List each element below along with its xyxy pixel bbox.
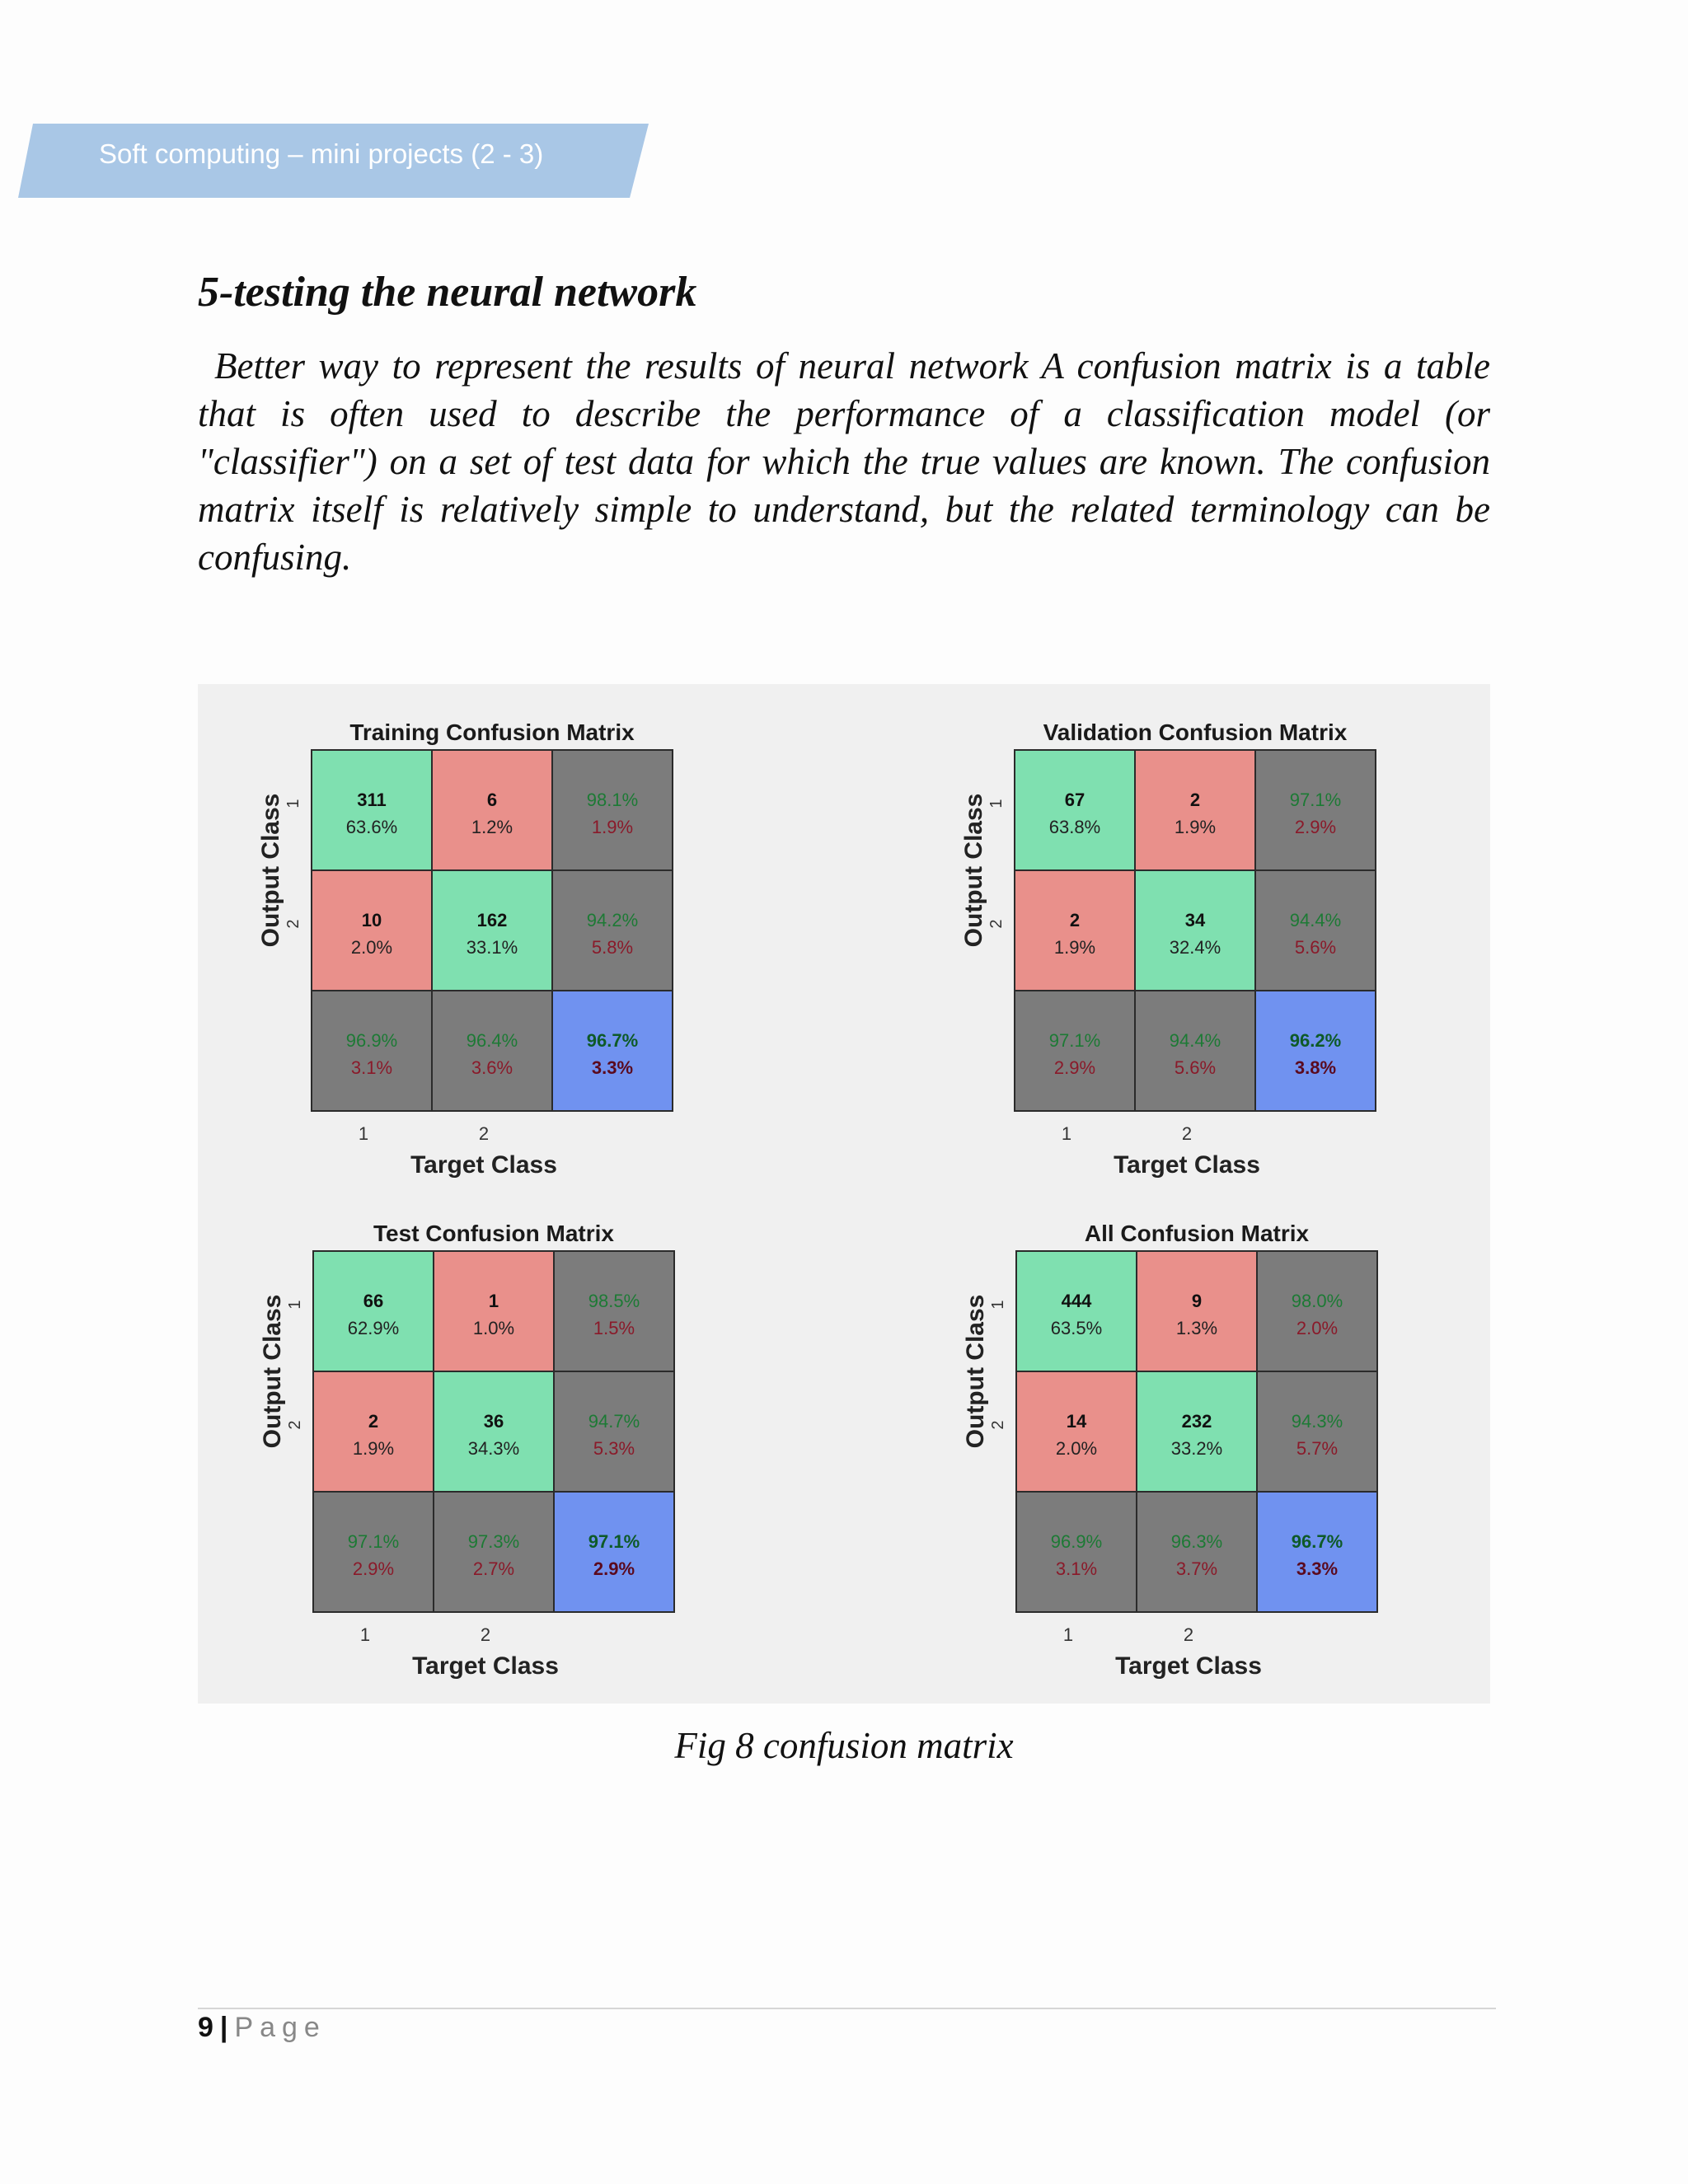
correct-cell: [1137, 1371, 1257, 1492]
cell-percent: 33.1%: [466, 937, 518, 958]
cell-percent: 32.4%: [1169, 937, 1221, 958]
cell-percent: 1.9%: [1174, 817, 1217, 837]
cell-value: 97.1%: [347, 1531, 400, 1552]
error-cell: [1015, 870, 1135, 991]
page-label: Page: [234, 2012, 326, 2043]
x-tick-label: 2: [480, 1624, 491, 1645]
cell-value: 96.9%: [1050, 1531, 1103, 1552]
x-axis-title: Target Class: [1115, 1652, 1262, 1680]
body-paragraph: Better way to represent the results of neural network A confusion matrix is a table that is often used to describe the performance of a classification model (or "classifier") on a set of test data for which the true values are known. The confusion matrix itself is relatively simple to understand, but the related terminology can be confusing.: [198, 345, 1490, 578]
cell-value: 2: [368, 1411, 379, 1432]
cell-value: 97.3%: [467, 1531, 520, 1552]
cell-value: 98.5%: [588, 1291, 640, 1311]
overall-cell: [552, 991, 673, 1111]
matrix-title: Training Confusion Matrix: [349, 719, 635, 745]
cell-percent: 2.7%: [472, 1558, 515, 1579]
cell-percent: 62.9%: [347, 1318, 400, 1338]
cell-value: 311: [357, 790, 387, 810]
error-cell: [312, 870, 432, 991]
cell-percent: 2.0%: [1296, 1318, 1339, 1338]
summary-cell: [554, 1371, 674, 1492]
cell-percent: 3.3%: [1296, 1558, 1339, 1579]
correct-cell: [312, 750, 432, 870]
cell-percent: 2.9%: [1294, 817, 1337, 837]
cell-percent: 5.6%: [1174, 1057, 1217, 1078]
overall-cell: [1255, 991, 1376, 1111]
cell-value: 94.7%: [588, 1411, 640, 1432]
summary-cell: [1257, 1251, 1377, 1371]
cell-percent: 1.9%: [1053, 937, 1096, 958]
cell-value: 9: [1191, 1291, 1203, 1311]
y-axis-title: Output Class: [257, 793, 284, 948]
cell-value: 96.4%: [466, 1030, 518, 1051]
cell-percent: 3.8%: [1294, 1057, 1337, 1078]
x-tick-label: 2: [1183, 1624, 1194, 1645]
correct-cell: [1016, 1251, 1137, 1371]
footer-divider: [198, 2008, 1496, 2009]
summary-cell: [1257, 1371, 1377, 1492]
y-axis-title: Output Class: [962, 1294, 989, 1449]
correct-cell: [1015, 750, 1135, 870]
cell-percent: 63.5%: [1050, 1318, 1103, 1338]
y-tick-label: 1: [284, 799, 302, 808]
cell-percent: 33.2%: [1170, 1438, 1223, 1459]
cell-value: 94.4%: [1289, 910, 1342, 930]
cell-percent: 2.0%: [350, 937, 393, 958]
cell-value: 444: [1061, 1291, 1092, 1311]
cell-percent: 1.9%: [352, 1438, 395, 1459]
x-axis-title: Target Class: [412, 1652, 559, 1680]
section-title: 5-testing the neural network: [198, 269, 697, 316]
cell-percent: 63.8%: [1048, 817, 1101, 837]
error-cell: [313, 1371, 434, 1492]
summary-cell: [1255, 870, 1376, 991]
cell-value: 67: [1064, 790, 1085, 810]
correct-cell: [432, 870, 552, 991]
cell-value: 2: [1069, 910, 1081, 930]
cell-value: 34: [1184, 910, 1206, 930]
cell-value: 98.0%: [1291, 1291, 1343, 1311]
summary-cell: [432, 991, 552, 1111]
cell-value: 232: [1181, 1411, 1212, 1432]
correct-cell: [434, 1371, 554, 1492]
summary-cell: [313, 1492, 434, 1612]
cell-value: 66: [363, 1291, 384, 1311]
cell-value: 14: [1066, 1411, 1087, 1432]
error-cell: [1137, 1251, 1257, 1371]
y-tick-label: 2: [286, 1420, 304, 1430]
cell-value: 94.2%: [586, 910, 639, 930]
error-cell: [432, 750, 552, 870]
summary-cell: [1255, 750, 1376, 870]
summary-cell: [554, 1251, 674, 1371]
y-axis-title: Output Class: [259, 1294, 286, 1449]
cell-value: 36: [483, 1411, 504, 1432]
cell-value: 94.4%: [1169, 1030, 1221, 1051]
confusion-matrix-figure: [198, 684, 1490, 1704]
cell-percent: 2.9%: [593, 1558, 635, 1579]
y-axis-title: Output Class: [960, 793, 987, 948]
page-footer: [198, 2012, 326, 2044]
cell-value: 98.1%: [586, 790, 639, 810]
cell-percent: 34.3%: [467, 1438, 520, 1459]
cell-value: 2: [1189, 790, 1201, 810]
summary-cell: [312, 991, 432, 1111]
error-cell: [434, 1251, 554, 1371]
summary-cell: [1135, 991, 1255, 1111]
x-tick-label: 1: [358, 1123, 369, 1144]
cell-value: 1: [488, 1291, 499, 1311]
cell-percent: 3.6%: [471, 1057, 513, 1078]
error-cell: [1135, 750, 1255, 870]
x-axis-title: Target Class: [1114, 1151, 1260, 1179]
header-title: Soft computing – mini projects (2 - 3): [99, 138, 544, 169]
y-tick-label: 1: [987, 799, 1006, 808]
cell-value: 162: [476, 910, 508, 930]
y-tick-label: 2: [987, 919, 1006, 929]
matrix-title: Test Confusion Matrix: [373, 1221, 614, 1246]
overall-cell: [1257, 1492, 1377, 1612]
matrix-title: All Confusion Matrix: [1084, 1221, 1310, 1246]
summary-cell: [552, 870, 673, 991]
cell-percent: 1.9%: [591, 817, 634, 837]
cell-percent: 2.9%: [352, 1558, 395, 1579]
cell-percent: 1.2%: [471, 817, 513, 837]
figure-caption: Fig 8 confusion matrix: [674, 1725, 1014, 1766]
overall-cell: [554, 1492, 674, 1612]
summary-cell: [434, 1492, 554, 1612]
error-cell: [1016, 1371, 1137, 1492]
cell-percent: 3.7%: [1175, 1558, 1218, 1579]
cell-value: 10: [361, 910, 382, 930]
cell-value: 96.7%: [586, 1030, 639, 1051]
cell-value: 96.2%: [1289, 1030, 1342, 1051]
correct-cell: [1135, 870, 1255, 991]
cell-percent: 3.1%: [1055, 1558, 1098, 1579]
footer-separator: |: [219, 2012, 228, 2043]
page-number: 9: [198, 2012, 213, 2043]
x-tick-label: 1: [1061, 1123, 1072, 1144]
y-tick-label: 2: [989, 1420, 1007, 1430]
cell-percent: 1.0%: [472, 1318, 515, 1338]
y-tick-label: 1: [286, 1300, 304, 1310]
cell-percent: 1.3%: [1175, 1318, 1218, 1338]
cell-percent: 2.0%: [1055, 1438, 1098, 1459]
y-tick-label: 2: [284, 919, 302, 929]
cell-value: 97.1%: [1289, 790, 1342, 810]
cell-percent: 3.1%: [350, 1057, 393, 1078]
cell-value: 96.3%: [1170, 1531, 1223, 1552]
summary-cell: [1015, 991, 1135, 1111]
cell-percent: 63.6%: [345, 817, 398, 837]
summary-cell: [1016, 1492, 1137, 1612]
summary-cell: [552, 750, 673, 870]
cell-percent: 5.6%: [1294, 937, 1337, 958]
x-axis-title: Target Class: [410, 1151, 557, 1179]
x-tick-label: 2: [1181, 1123, 1193, 1144]
summary-cell: [1137, 1492, 1257, 1612]
x-tick-label: 2: [478, 1123, 490, 1144]
cell-percent: 3.3%: [591, 1057, 634, 1078]
confusion-matrices-chart: [198, 684, 1490, 1704]
x-tick-label: 1: [1062, 1624, 1074, 1645]
cell-percent: 5.7%: [1296, 1438, 1339, 1459]
cell-percent: 1.5%: [593, 1318, 635, 1338]
x-tick-label: 1: [359, 1624, 371, 1645]
cell-value: 97.1%: [588, 1531, 640, 1552]
correct-cell: [313, 1251, 434, 1371]
matrix-title: Validation Confusion Matrix: [1043, 719, 1348, 745]
cell-percent: 2.9%: [1053, 1057, 1096, 1078]
cell-value: 96.7%: [1291, 1531, 1343, 1552]
y-tick-label: 1: [989, 1300, 1007, 1310]
cell-value: 96.9%: [345, 1030, 398, 1051]
cell-value: 97.1%: [1048, 1030, 1101, 1051]
cell-percent: 5.8%: [591, 937, 634, 958]
cell-value: 6: [486, 790, 498, 810]
cell-value: 94.3%: [1291, 1411, 1343, 1432]
cell-percent: 5.3%: [593, 1438, 635, 1459]
